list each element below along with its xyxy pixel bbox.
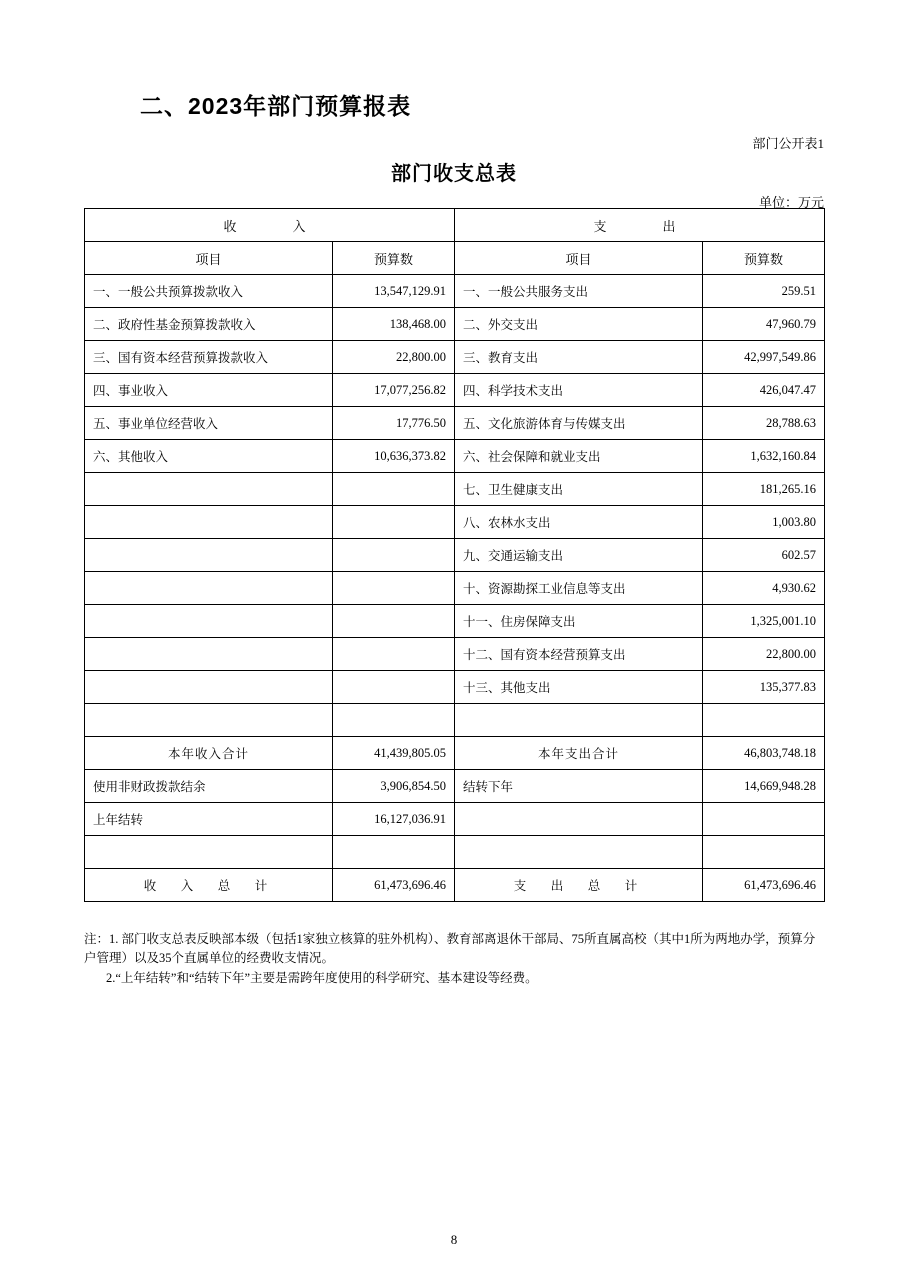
table-row (85, 308, 825, 341)
expense-amount: 1,003.80 (703, 506, 825, 539)
expense-amount: 14,669,948.28 (703, 770, 825, 803)
expense-amount: 259.51 (703, 275, 825, 308)
income-amount: 10,636,373.82 (333, 440, 455, 473)
expense-item: 六、社会保障和就业支出 (455, 440, 703, 473)
income-item: 使用非财政拨款结余 (85, 770, 333, 803)
note-line-1: 注：1. 部门收支总表反映部本级（包括1家独立核算的驻外机构）、教育部离退休干部局、75所直属高校（其中1所为两地办学，预算分户管理）以及35个直属单位的经费收支情况。 (84, 932, 816, 966)
income-amount: 138,468.00 (333, 308, 455, 341)
income-item (85, 638, 333, 671)
income-item (85, 671, 333, 704)
table-row (85, 638, 825, 671)
expense-amount (703, 836, 825, 869)
income-item: 上年结转 (85, 803, 333, 836)
budget-table (84, 208, 825, 902)
expense-amount: 135,377.83 (703, 671, 825, 704)
table-row (85, 572, 825, 605)
table-row (85, 770, 825, 803)
table-row (85, 671, 825, 704)
table-grand-total-row (85, 869, 825, 902)
expense-item: 十二、国有资本经营预算支出 (455, 638, 703, 671)
table-row (85, 275, 825, 308)
income-item (85, 506, 333, 539)
income-amount: 16,127,036.91 (333, 803, 455, 836)
income-item (85, 473, 333, 506)
income-amount (333, 671, 455, 704)
expense-item (455, 836, 703, 869)
expense-grand-total-amount: 61,473,696.46 (703, 869, 825, 902)
income-item: 五、事业单位经营收入 (85, 407, 333, 440)
income-subtotal-label: 本年收入合计 (85, 737, 333, 770)
section-title: 二、2023年部门预算报表 (140, 93, 412, 119)
expense-item: 一、一般公共服务支出 (455, 275, 703, 308)
expense-item: 十、资源勘探工业信息等支出 (455, 572, 703, 605)
expense-amount: 1,632,160.84 (703, 440, 825, 473)
income-amount (333, 473, 455, 506)
expense-amount (703, 803, 825, 836)
expense-amount: 28,788.63 (703, 407, 825, 440)
table-subtotal-row (85, 737, 825, 770)
table-row (85, 440, 825, 473)
table-header-sub-row (85, 242, 825, 275)
expense-amount: 22,800.00 (703, 638, 825, 671)
table-row (85, 407, 825, 440)
income-item (85, 539, 333, 572)
form-code-label: 部门公开表1 (752, 136, 824, 151)
unit-note: 单位：万元 (758, 195, 824, 210)
income-amount: 17,077,256.82 (333, 374, 455, 407)
table-row (85, 605, 825, 638)
table-row (85, 539, 825, 572)
table-header-group-row (85, 209, 825, 242)
expense-item: 十一、住房保障支出 (455, 605, 703, 638)
expense-item: 十三、其他支出 (455, 671, 703, 704)
table-row (85, 506, 825, 539)
expense-amount: 602.57 (703, 539, 825, 572)
income-amount: 13,547,129.91 (333, 275, 455, 308)
income-grand-total-amount: 61,473,696.46 (333, 869, 455, 902)
income-amount: 22,800.00 (333, 341, 455, 374)
note-line-2: 2.“上年结转”和“结转下年”主要是需跨年度使用的科学研究、基本建设等经费。 (106, 970, 538, 985)
income-amount: 3,906,854.50 (333, 770, 455, 803)
expense-amount: 4,930.62 (703, 572, 825, 605)
expense-amount: 47,960.79 (703, 308, 825, 341)
expense-item: 八、农林水支出 (455, 506, 703, 539)
income-amount (333, 704, 455, 737)
table-row (85, 836, 825, 869)
income-amount (333, 638, 455, 671)
table-row (85, 473, 825, 506)
income-amount (333, 836, 455, 869)
income-subtotal-amount: 41,439,805.05 (333, 737, 455, 770)
expense-item: 九、交通运输支出 (455, 539, 703, 572)
table-row (85, 704, 825, 737)
expense-item (455, 704, 703, 737)
expense-amount: 42,997,549.86 (703, 341, 825, 374)
income-item (85, 836, 333, 869)
income-item: 二、政府性基金预算拨款收入 (85, 308, 333, 341)
income-amount (333, 572, 455, 605)
income-amount (333, 506, 455, 539)
table-row (85, 803, 825, 836)
table-row (85, 374, 825, 407)
income-amount: 17,776.50 (333, 407, 455, 440)
header-expense-item: 项目 (455, 242, 703, 275)
table-notes (84, 930, 826, 988)
income-item (85, 605, 333, 638)
income-amount (333, 539, 455, 572)
expense-item: 结转下年 (455, 770, 703, 803)
expense-item: 五、文化旅游体育与传媒支出 (455, 407, 703, 440)
income-item: 四、事业收入 (85, 374, 333, 407)
expense-amount (703, 704, 825, 737)
expense-item: 三、教育支出 (455, 341, 703, 374)
income-item (85, 572, 333, 605)
table-title: 部门收支总表 (391, 163, 517, 185)
income-item: 六、其他收入 (85, 440, 333, 473)
table-row (85, 341, 825, 374)
expense-item (455, 803, 703, 836)
header-income-group: 收 入 (85, 209, 455, 242)
income-grand-total-label: 收 入 总 计 (85, 869, 333, 902)
expense-item: 二、外交支出 (455, 308, 703, 341)
header-income-amount: 预算数 (333, 242, 455, 275)
page-number: 8 (450, 1232, 458, 1247)
header-income-item: 项目 (85, 242, 333, 275)
expense-amount: 1,325,001.10 (703, 605, 825, 638)
expense-grand-total-label: 支 出 总 计 (455, 869, 703, 902)
expense-item: 七、卫生健康支出 (455, 473, 703, 506)
header-expense-amount: 预算数 (703, 242, 825, 275)
expense-subtotal-label: 本年支出合计 (455, 737, 703, 770)
header-expense-group: 支 出 (455, 209, 825, 242)
income-item: 一、一般公共预算拨款收入 (85, 275, 333, 308)
expense-item: 四、科学技术支出 (455, 374, 703, 407)
income-item (85, 704, 333, 737)
expense-amount: 426,047.47 (703, 374, 825, 407)
expense-subtotal-amount: 46,803,748.18 (703, 737, 825, 770)
income-amount (333, 605, 455, 638)
expense-amount: 181,265.16 (703, 473, 825, 506)
income-item: 三、国有资本经营预算拨款收入 (85, 341, 333, 374)
